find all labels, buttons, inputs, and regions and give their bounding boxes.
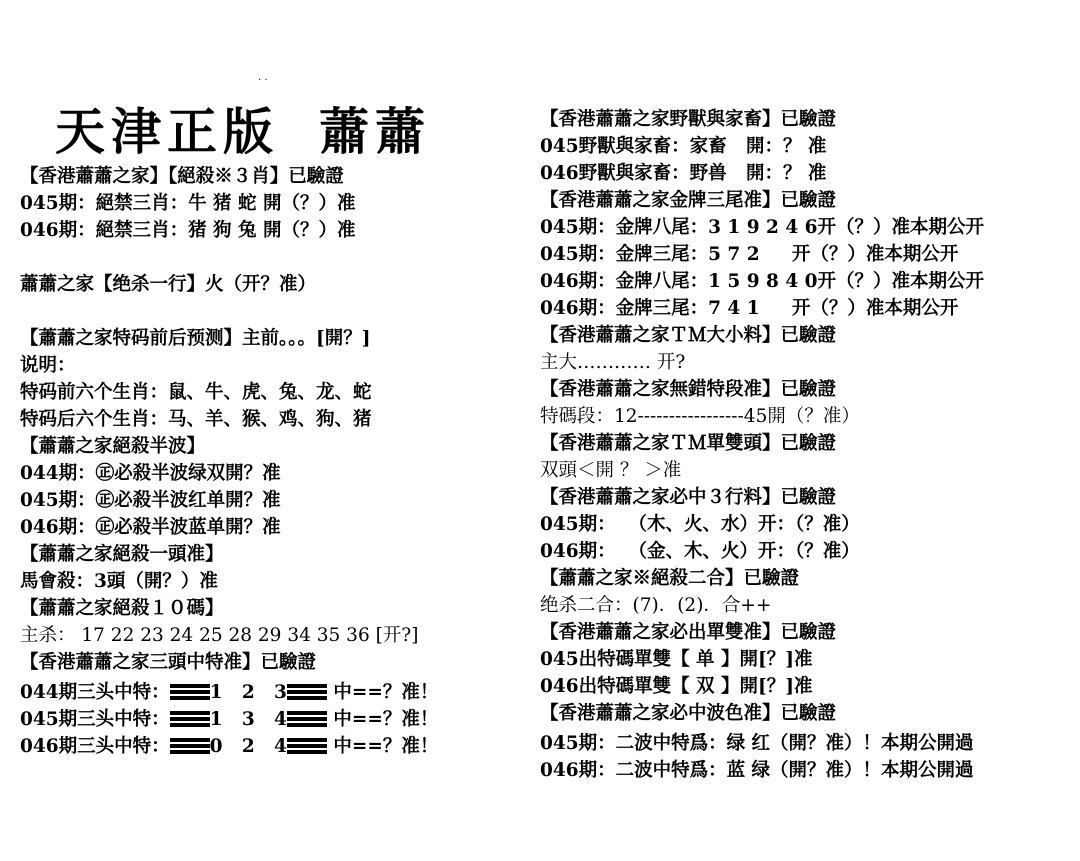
text-line: 045期：金牌三尾：5 7 2 开（？）准本期公开 bbox=[540, 244, 959, 265]
row-result: 中==？准！ bbox=[326, 682, 439, 703]
text-line: 045期：㊣必殺半波红单開？准 bbox=[20, 490, 281, 511]
text-line: 【香港蕭蕭之家】【絕殺※３肖】已驗證 bbox=[20, 166, 344, 187]
text-line: 馬會殺：3頭（開？）准 bbox=[20, 571, 218, 592]
row-label: 045期三头中特： bbox=[20, 709, 170, 730]
bar-mark bbox=[287, 736, 327, 754]
text-line: 特码后六个生肖：马、羊、猴、鸡、狗、猪 bbox=[20, 409, 372, 430]
text-line: 【香港蕭蕭之家必中波色准】已驗證 bbox=[540, 703, 837, 724]
text-line: 046期：絕禁三肖：猪 狗 兔 開（？）准 bbox=[20, 220, 356, 241]
text-line: 【香港蕭蕭之家ＴＭ單雙頭】已驗證 bbox=[540, 433, 837, 454]
text-line: 【蕭蕭之家絕殺半波】 bbox=[20, 436, 206, 457]
text-line: 【蕭蕭之家絕殺１０碼】 bbox=[20, 598, 224, 619]
text-line: 特碼段：12-----------------45開（？准） bbox=[540, 406, 860, 427]
text-line: 046期：金牌三尾：7 4 1 开（？）准本期公开 bbox=[540, 298, 959, 319]
row-values: 1 2 3 bbox=[209, 682, 287, 703]
text-line: 【香港蕭蕭之家金牌三尾准】已驗證 bbox=[540, 190, 837, 211]
text-line: 【香港蕭蕭之家必中３行料】已驗證 bbox=[540, 487, 837, 508]
text-line: 【香港蕭蕭之家必出單雙准】已驗證 bbox=[540, 622, 837, 643]
text-line: 046期：二波中特爲：蓝 绿（開？准）！本期公開過 bbox=[540, 760, 974, 781]
row-label: 044期三头中特： bbox=[20, 682, 170, 703]
text-line: 046期：金牌八尾：1 5 9 8 4 0开（？）准本期公开 bbox=[540, 271, 985, 292]
bar-mark bbox=[170, 736, 210, 754]
bar-mark bbox=[287, 682, 327, 700]
text-line: 045野獸與家畜：家畜 開：？ 准 bbox=[540, 136, 827, 157]
row-values: 1 3 4 bbox=[209, 709, 287, 730]
title-part-1: 天津正版 bbox=[55, 102, 279, 161]
text-line: 045期：金牌八尾：3 1 9 2 4 6开（？）准本期公开 bbox=[540, 217, 985, 238]
three-head-row bbox=[20, 735, 438, 759]
text-line: 特码前六个生肖：鼠、牛、虎、兔、龙、蛇 bbox=[20, 382, 372, 403]
text-line: 绝杀二合：(7)．(2)．合++ bbox=[540, 595, 772, 616]
text-line: 046期：㊣必殺半波蓝单開？准 bbox=[20, 517, 281, 538]
stray-dots: . . bbox=[258, 72, 268, 83]
text-line: 045期：二波中特爲：绿 红（開？准）！本期公開過 bbox=[540, 733, 974, 754]
text-line: 044期：㊣必殺半波绿双開？准 bbox=[20, 463, 281, 484]
row-result: 中==？准！ bbox=[326, 736, 439, 757]
text-line: 双頭＜開 ？ ＞准 bbox=[540, 460, 682, 481]
bar-mark bbox=[287, 709, 327, 727]
row-label: 046期三头中特： bbox=[20, 736, 170, 757]
text-line: 【蕭蕭之家特码前后预测】主前。。。[開？] bbox=[20, 328, 371, 349]
text-line: 说明： bbox=[20, 355, 76, 376]
bar-mark bbox=[170, 682, 210, 700]
text-line: 【香港蕭蕭之家三頭中特准】已驗證 bbox=[20, 652, 317, 673]
text-line: 046出特碼單雙【 双 】開[？]准 bbox=[540, 676, 813, 697]
three-head-row bbox=[20, 708, 438, 732]
text-line: 主大………… 开? bbox=[540, 352, 686, 373]
page-title bbox=[55, 92, 431, 164]
text-line: 045期：絕禁三肖：牛 猪 蛇 開（？）准 bbox=[20, 193, 356, 214]
text-line: 046野獸與家畜：野兽 開：？ 准 bbox=[540, 163, 827, 184]
text-line: 【香港蕭蕭之家ＴＭ大小料】已驗證 bbox=[540, 325, 837, 346]
text-line: 主杀： 17 22 23 24 25 28 29 34 35 36 [开?] bbox=[20, 625, 419, 646]
bar-mark bbox=[170, 709, 210, 727]
text-line: 【香港蕭蕭之家無錯特段准】已驗證 bbox=[540, 379, 837, 400]
text-line: 【蕭蕭之家絕殺一頭准】 bbox=[20, 544, 224, 565]
row-result: 中==？准！ bbox=[326, 709, 439, 730]
text-line: 蕭蕭之家【绝杀一行】火（开？准） bbox=[20, 274, 317, 295]
text-line: 【香港蕭蕭之家野獸與家畜】已驗證 bbox=[540, 109, 837, 130]
text-line: 045期： （木、火、水）开：（？准） bbox=[540, 514, 860, 535]
text-line: 045出特碼單雙【 单 】開[？]准 bbox=[540, 649, 813, 670]
text-line: 046期： （金、木、火）开：（？准） bbox=[540, 541, 860, 562]
text-line: 【蕭蕭之家※絕殺二合】已驗證 bbox=[540, 568, 800, 589]
row-values: 0 2 4 bbox=[209, 736, 287, 757]
three-head-row bbox=[20, 681, 438, 705]
title-part-2: 蕭蕭 bbox=[319, 102, 431, 161]
